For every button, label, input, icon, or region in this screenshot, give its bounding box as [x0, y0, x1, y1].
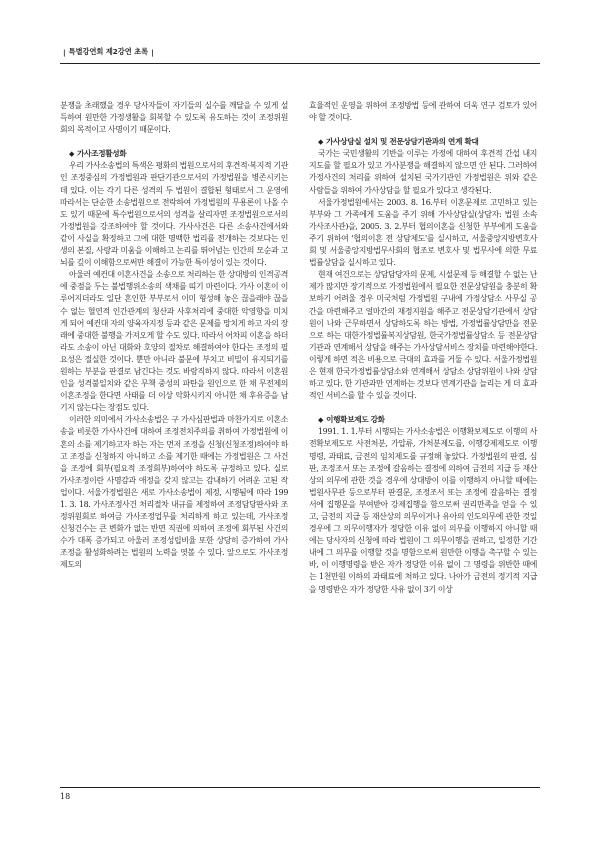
- header-bar-right: |: [151, 47, 154, 57]
- diamond-bullet-icon: ◆: [318, 138, 324, 147]
- paragraph: 이러한 의미에서 가사소송법은 구 가사심판법과 마찬가지로 이혼소송을 비롯한 가사사건에 대하여 조정전치주의를 취하여 가정법원에 이혼의 소를 제기하고자 하는 자는 먼저 조정을 신청(신청조정)하여야 하고 조정을 신청하지 아니하고 소를 제기한 때에는 가정법원은 그 사건을 조정에 회부(필요적 조정회부)하여야 하도록 규정하고 있다. 실로 가사조정이란 사명감과 애정을 갖지 않고는 감내하기 어려운 고된 작업이다. 서울가정법원은 새로 가사소송법이 제정, 시행됨에 따라 1991. 3. 18. 가사조정사건 처리절차 내규를 제정하여 조정담당판사와 조정위원회로 하여금 가사조정업무를 처리하게 하고 있는데, 가사조정 신청건수는 큰 변화가 없는 반면 직권에 의하여 조정에 회부된 사건의 수가 대폭 증가되고 아울러 조정성립비율 또한 상당히 증가하여 가사조정을 활성화하려는 법원의 노력을 엿볼 수 있다. 앞으로도 가사조정제도의: [60, 415, 288, 570]
- left-column: [60, 100, 288, 572]
- paragraph: 국가는 국민생활의 기반을 이루는 가정에 대하여 후견적 간섭 내지 지도를 할 필요가 있고 가사분쟁을 해결하지 않으면 안 된다. 그러하여 가정사건의 처리를 위하여 설치된 국가기관인 가정법원은 위와 같은 사람들을 위하여 가사상담을 할 필요가 있다고 생각된다.: [309, 149, 537, 195]
- header-bar-left: |: [63, 47, 66, 57]
- paragraph: 1991. 1. 1.부터 시행되는 가사소송법은 이행확보제도로 이행의 사전확보제도로 사전처분, 가압류, 가처분제도를, 이행강제제도로 이행명령, 과태료, 금전의 임치제도를 규정해 놓았다. 가정법원의 판결, 심판, 조정조서 또는 조정에 갈음하는 결정에 의하여 금전의 지급 등 재산상의 의무에 관한 것을 경우에 상대방이 이를 이행하지 아니할 때에는 법원사무관 등으로부터 판결문, 조정조서 또는 조정에 갈음하는 결정서에 집행문을 부여받아 강제집행을 함으로써 권리만족을 얻을 수 있고, 금전의 지급 등 재산상의 의무이거나 유아의 인도의무에 관한 것일 경우에 그 의무이행자가 정당한 이유 없이 의무를 이행하지 아니할 때에는 당사자의 신청에 따라 법원이 그 의무이행을 권하고, 일정한 기간 내에 그 의무를 이행할 것을 명함으로써 원만한 이행을 촉구할 수 있는바, 이 이행명령을 받은 자가 정당한 이유 없이 그 명령을 위반한 때에는 1천만원 이하의 과태료에 처하고 있다. 나아가 금전의 정기적 지급을 명령받은 자가 정당한 사유 없이 3기 이상: [309, 427, 537, 594]
- section-heading: ◆ 가사조정활성화: [69, 149, 127, 159]
- paragraph: 효율적인 운영을 위하여 조정방법 등에 관하여 더욱 연구 검토가 있어야 할 것이다.: [309, 101, 537, 123]
- paragraph: 분쟁을 초래했을 경우 당사자들이 자기들의 실수를 깨달을 수 있게 설득하여 원만한 가정생활을 회복할 수 있도록 유도하는 것이 조정위원회의 목적이고 사명이기 때문이다.: [60, 101, 288, 135]
- header-title: 특별강연회 제2강연 초록: [68, 47, 149, 56]
- paragraph: 서울가정법원에서는 2003. 8. 16.부터 이혼문제로 고민하고 있는 부부와 그 가족에게 도움을 주기 위해 가사상담실(상담자: 법원 소속 가사조사관)을, 2005. 3. 2.부터 협의이혼을 신청한 부부에게 도움을 주기 위하여 '협의이혼 전 상담제도'를 실시하고, 서울중앙지방변호사회 및 서울중앙지방법무사회의 협조로 변호사 및 법무사에 의한 무료법률상담을 실시하고 있다.: [309, 197, 537, 268]
- footer-rule: [60, 787, 540, 788]
- section-heading: ◆ 가사상담실 설치 및 전문상담기관과의 연계 확대: [318, 137, 479, 147]
- diamond-bullet-icon: ◆: [318, 416, 324, 425]
- section-heading: ◆ 이행확보제도 강화: [318, 415, 385, 425]
- right-column: [309, 100, 537, 596]
- paragraph: 현재 여건으로는 상담담당자의 문제, 시설문제 등 해결할 수 없는 난제가 많지만 장기적으로 가정법원에서 필요한 전문상담원을 충분히 확보하기 어려울 경우 미국처럼 가정법원 구내에 가정상담소 사무실 공간을 마련해주고 얼마간의 재정지원을 해주고 전문상담기관에서 상담원이 나와 근무하면서 상담하도록 하는 방법, 가정법률상담만을 전문으로 하는 대한가정법률복지상담원, 한국가정법률상담소 등 전문상담기관과 연계해서 상담을 해주는 가사상담서비스 장치를 마련해야한다. 이렇게 하면 적은 비용으로 극대의 효과를 거둘 수 있다. 서울가정법원은 현재 한국가정법률상담소와 연계해서 상담소 상담위원이 나와 상담하고 있다. 한 기관과만 연계하는 것보다 연계기관을 늘리는 게 더 효과적인 서비스를 할 수 있을 것이다.: [309, 270, 537, 401]
- diamond-bullet-icon: ◆: [69, 150, 75, 159]
- paragraph: 우리 가사소송법의 특색은 평화의 법원으로서의 후견적·복지적 기관인 조정중심의 가정법원과 판단기관으로서의 가정법원을 병존시키는데 있다. 이는 각기 다른 성격의 두 법원이 결합된 형태로서 그 운영에 따라서는 단순한 소송법원으로 전락하여 가정법원의 무용론이 나올 수도 있기 때문에 특수법원으로서의 성격을 살리자면 조정법원으로서의 가정법원을 강조하여야 할 것이다. 가사사건은 다른 소송사건에서와 같이 사실을 확정하고 그에 대한 명백한 법리를 전개하는 것보다는 인생의 본질, 사랑과 미움을 이해하고 논리를 뛰어넘는 인간의 모순과 고뇌를 깊이 이해함으로써만 해결이 가능한 특이성이 있는 것이다.: [60, 161, 288, 268]
- page-number: 18: [60, 792, 71, 801]
- running-header: [60, 41, 540, 64]
- paragraph: 아울러 예컨대 이혼사건을 소송으로 처리하는 한 상대방의 인격공격에 중점을 두는 불법행위소송의 색채를 띠기 마련이다. 가사 이혼이 이루어지더라도 일단 혼인한 부부로서 이미 형성해 놓은 끊을래야 끊을 수 없는 혈연적 인간관계의 청산과 사후처리에 중대한 악영향을 미치게 되어 예컨대 자의 양육자지정 등과 같은 문제를 망치게 하고 자의 장래에 중대한 불행을 가져오게 할 수도 있다. 따라서 어차피 이혼을 하더라도 소송이 아닌 대화와 호양의 절차로 해결하여야 한다는 조정의 필요성은 절실한 것이다. 뿐만 아니라 불문에 부치고 비밀이 유지되기를 원하는 부분을 판결로 남긴다는 것도 바람직하지 않다. 따라서 이혼원인을 성격불일치와 같은 무책 중성의 파탄을 원인으로 한 채 무전제의 이혼조정을 한다면 사태를 더 이상 악화시키지 아니한 채 후유증을 남기지 않는다는 장점도 있다.: [60, 270, 288, 413]
